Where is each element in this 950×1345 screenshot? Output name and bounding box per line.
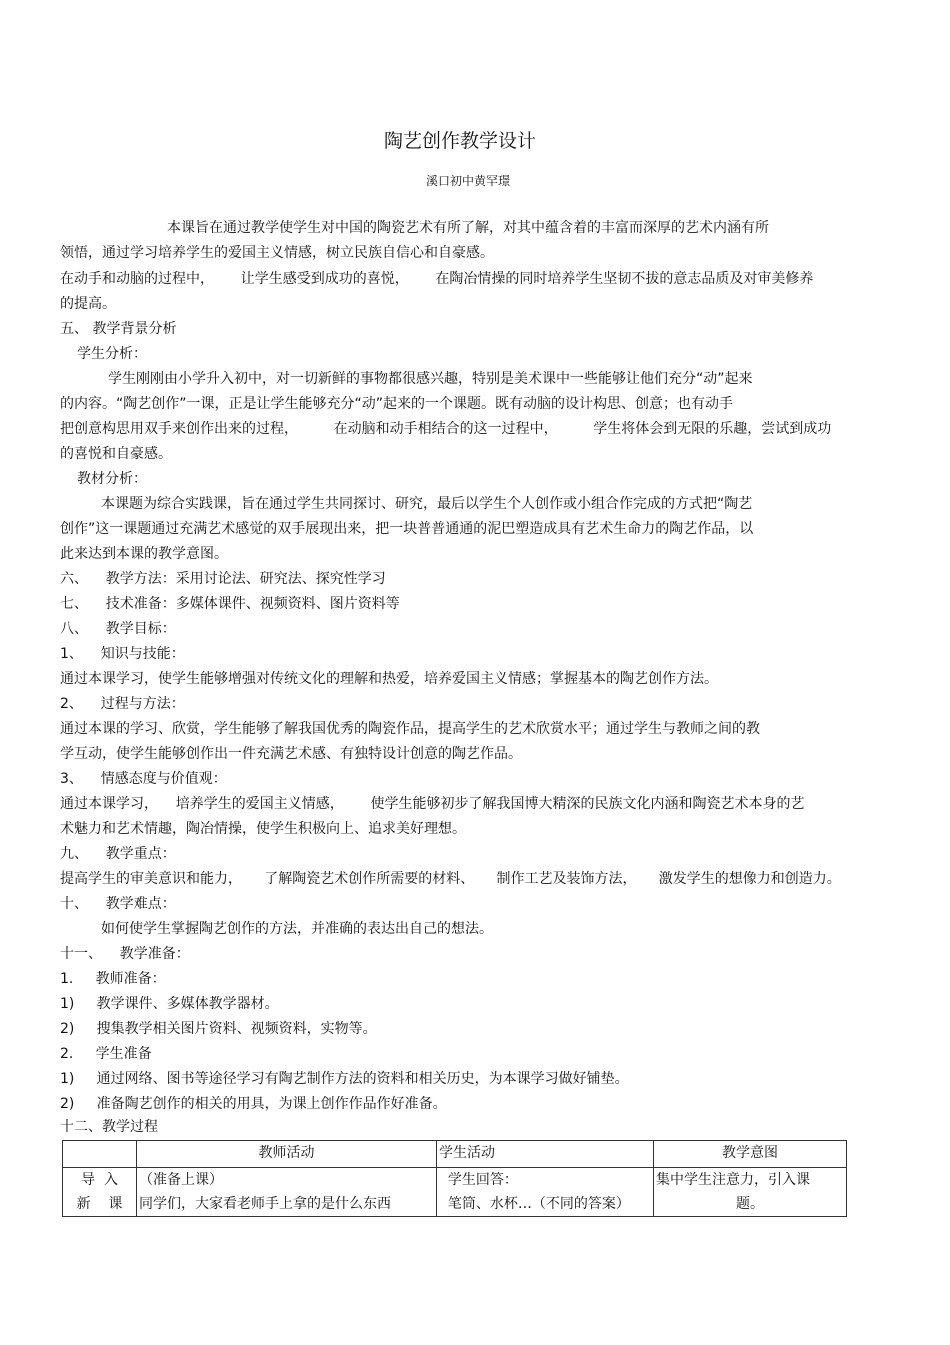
material-analysis-line-3: 此来达到本课的教学意图。	[60, 546, 228, 562]
student-analysis-line-2: 的内容。“陶艺创作”一课，正是让学生能够充分“动”起来的一个课题。既有动脑的设计构思、创意；也有动手	[60, 396, 734, 412]
section-8-heading: 八、 教学目标：	[60, 621, 176, 637]
student-analysis-line-1: 学生刚刚由小学升入初中，对一切新鲜的事物都很感兴趣，特别是美术课中一些能够让他们充分“动”起来	[108, 371, 753, 387]
section-6-methods: 六、 教学方法：采用讨论法、研究法、探究性学习	[60, 571, 386, 587]
intro-line-1: 本课旨在通过教学使学生对中国的陶瓷艺术有所了解，对其中蕴含着的丰富而深厚的艺术内涵有所	[167, 220, 769, 236]
intent-line-1: 集中学生注意力，引入课	[656, 1172, 810, 1188]
table-row	[63, 1168, 847, 1217]
goal-2-line-1: 通过本课的学习、欣赏，学生能够了解我国优秀的陶瓷作品，提高学生的艺术欣赏水平；通过学生与教师之间的教	[60, 721, 760, 737]
teacher-prep-item-2: 2) 搜集教学相关图片资料、视频资料，实物等。	[60, 1021, 377, 1037]
intro-line-3: 在动手和动脑的过程中， 让学生感受到成功的喜悦， 在陶冶情操的同时培养学生坚韧不拔的意志品质及对审美修养	[60, 271, 814, 287]
student-analysis-label: 学生分析：	[77, 346, 147, 362]
student-prep-label: 2. 学生准备	[60, 1046, 152, 1062]
header-cell-intent: 教学意图	[654, 1141, 847, 1168]
intro-line-2: 领悟，通过学习培养学生的爱国主义情感，树立民族自信心和自豪感。	[60, 245, 494, 261]
section-12-heading: 十二、教学过程	[60, 1119, 158, 1135]
teacher-line-1: （准备上课）	[139, 1172, 223, 1188]
section-11-heading: 十一、 教学准备：	[60, 946, 190, 962]
goal-3-line-2: 术魅力和艺术情趣，陶冶情操，使学生积极向上、追求美好理想。	[60, 821, 466, 837]
goal-3-line-1: 通过本课学习， 培养学生的爱国主义情感， 使学生能够初步了解我国博大精深的民族文化内涵和陶瓷艺术本身的艺	[60, 796, 805, 812]
intent-line-2: 题。	[736, 1196, 764, 1212]
document-title: 陶艺创作教学设计	[384, 130, 537, 152]
header-cell-student: 学生活动	[437, 1141, 654, 1168]
goal-2-line-2: 学互动，使学生能够创作出一件充满艺术感、有独特设计创意的陶艺作品。	[60, 746, 522, 762]
header-cell-stage	[63, 1141, 137, 1168]
section-9-text: 提高学生的审美意识和能力， 了解陶瓷艺术创作所需要的材料、 制作工艺及装饰方法， 激发学生的想像力和创造力。	[60, 871, 841, 887]
section-5-heading: 五、 教学背景分析	[60, 321, 177, 337]
teacher-prep-label: 1. 教师准备：	[60, 971, 166, 987]
student-analysis-line-3: 把创意构思用双手来创作出来的过程， 在动脑和动手相结合的这一过程中， 学生将体会到无限的乐趣，尝试到成功	[60, 421, 832, 437]
student-line-2: 笔筒、水杯…（不同的答案）	[439, 1196, 630, 1212]
section-10-heading: 十、 教学难点：	[60, 896, 176, 912]
goal-3-label: 3、 情感态度与价值观：	[60, 771, 227, 787]
material-analysis-line-2: 创作”这一课题通过充满艺术感觉的双手展现出来，把一块普普通通的泥巴塑造成具有艺术生命力的陶艺作品，以	[60, 521, 754, 537]
material-analysis-label: 教材分析：	[77, 471, 147, 487]
intent-cell	[654, 1168, 847, 1217]
section-9-heading: 九、 教学重点：	[60, 846, 176, 862]
student-line-1: 学生回答：	[439, 1172, 518, 1188]
goal-1-text: 通过本课学习，使学生能够增强对传统文化的理解和热爱，培养爱国主义情感；掌握基本的陶艺创作方法。	[60, 671, 718, 687]
material-analysis-line-1: 本课题为综合实践课，旨在通过学生共同探讨、研究，最后以学生个人创作或小组合作完成的方式把“陶艺	[101, 496, 753, 512]
section-7-tech: 七、 技术准备：多媒体课件、视频资料、图片资料等	[60, 596, 400, 612]
intro-line-4: 的提高。	[60, 296, 116, 312]
goal-1-label: 1、 知识与技能：	[60, 646, 185, 662]
header-cell-teacher: 教师活动	[137, 1141, 437, 1168]
stage-line-2: 新 课	[76, 1196, 123, 1212]
student-prep-item-1: 1) 通过网络、图书等途径学习有陶艺制作方法的资料和相关历史，为本课学习做好铺垫。	[60, 1071, 629, 1087]
student-cell	[437, 1168, 654, 1217]
teacher-line-2: 同学们，大家看老师手上拿的是什么东西	[139, 1196, 391, 1212]
author-line: 溪口初中黄罕璟	[426, 174, 511, 188]
teaching-process-table	[62, 1140, 847, 1217]
teacher-prep-item-1: 1) 教学课件、多媒体教学器材。	[60, 996, 279, 1012]
stage-cell	[63, 1168, 137, 1217]
student-analysis-line-4: 的喜悦和自豪感。	[60, 446, 172, 462]
stage-line-1: 导 入	[81, 1172, 118, 1188]
section-10-text: 如何使学生掌握陶艺创作的方法，并准确的表达出自己的想法。	[101, 921, 493, 937]
student-prep-item-2: 2) 准备陶艺创作的相关的用具，为课上创作作品作好准备。	[60, 1096, 447, 1112]
table-header-row	[63, 1141, 847, 1168]
teacher-cell	[137, 1168, 437, 1217]
goal-2-label: 2、 过程与方法：	[60, 696, 185, 712]
